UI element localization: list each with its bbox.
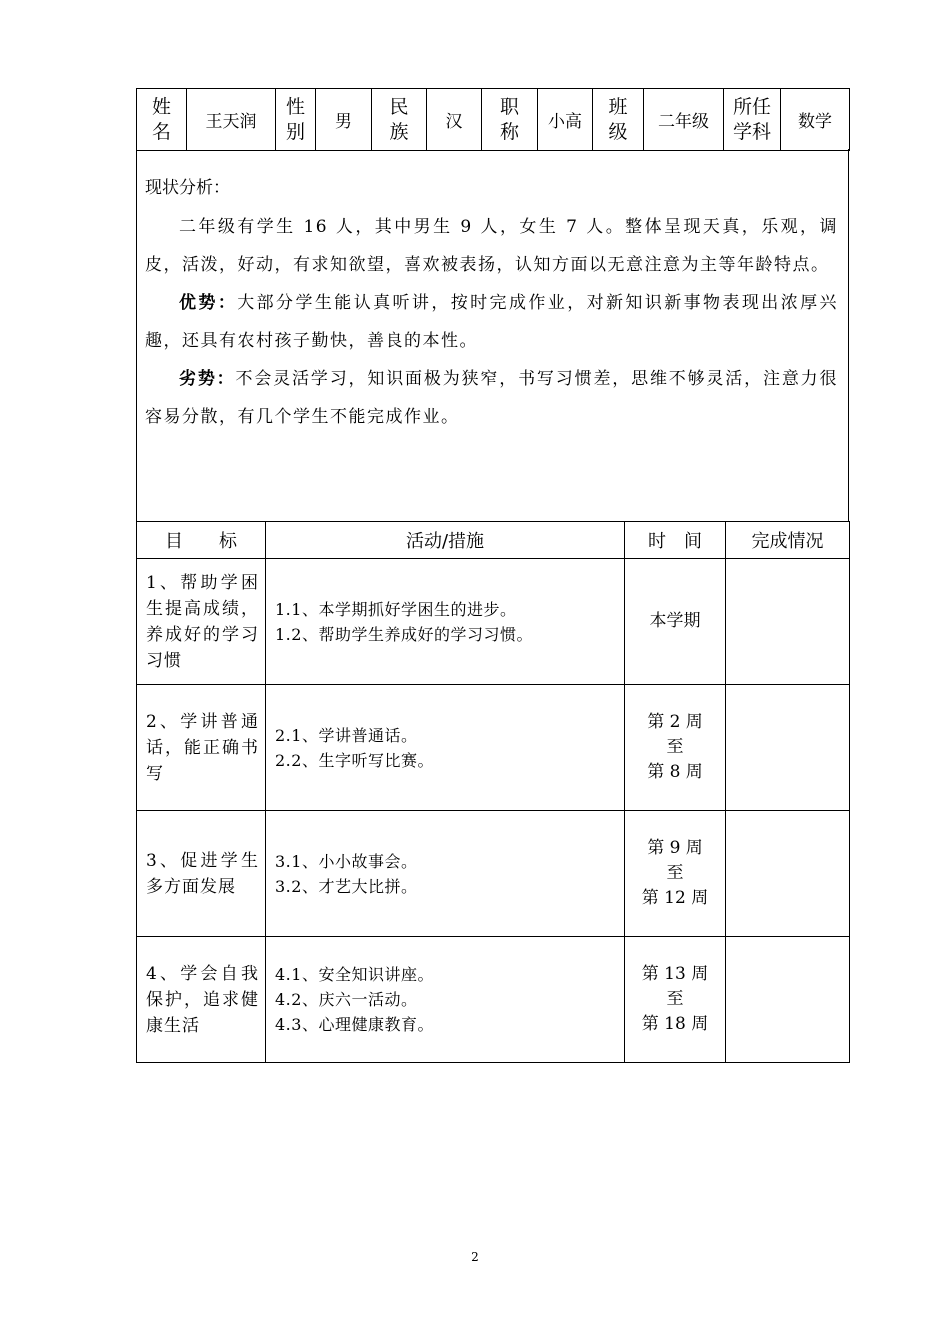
ethnicity-label: 民 族 xyxy=(372,89,427,151)
time-cell xyxy=(625,559,726,685)
goal-header: 目 标 xyxy=(137,522,266,559)
activity-cell xyxy=(266,937,625,1063)
activity-header: 活动/措施 xyxy=(266,522,625,559)
goal-cell: 1、帮助学困生提高成绩，养成好的学习习惯 xyxy=(137,559,266,685)
activity-item: 2.1、学讲普通话。 xyxy=(275,725,418,745)
time-line: 第 12 周 xyxy=(641,888,709,908)
gender-value: 男 xyxy=(316,89,372,151)
activity-item: 1.1、本学期抓好学困生的进步。 xyxy=(275,599,517,619)
time-cell xyxy=(625,685,726,811)
completion-cell xyxy=(726,559,850,685)
ethnicity-value: 汉 xyxy=(427,89,482,151)
analysis-weaknesses xyxy=(145,360,838,436)
plan-row xyxy=(137,685,850,811)
analysis-overview: 二年级有学生 16 人，其中男生 9 人，女生 7 人。整体呈现天真，乐观，调皮，活泼，好动，有求知欲望，喜欢被表扬，认知方面以无意注意为主等年龄特点。 xyxy=(145,217,838,275)
time-line: 第 18 周 xyxy=(641,1014,709,1034)
time-line: 第 9 周 xyxy=(647,838,703,858)
strengths-text: 大部分学生能认真听讲，按时完成作业，对新知识新事物表现出浓厚兴趣，还具有农村孩子勤快，善良的本性。 xyxy=(145,293,839,351)
goal-cell: 4、学会自我保护，追求健康生活 xyxy=(137,937,266,1063)
time-header: 时 间 xyxy=(625,522,726,559)
activity-item: 1.2、帮助学生养成好的学习习惯。 xyxy=(275,624,533,644)
gender-label: 性 别 xyxy=(276,89,316,151)
activity-cell xyxy=(266,685,625,811)
plan-table xyxy=(136,521,850,1063)
completion-cell xyxy=(726,811,850,937)
teacher-info-table xyxy=(136,88,850,151)
completion-header: 完成情况 xyxy=(726,522,850,559)
analysis-strengths xyxy=(145,284,838,360)
time-cell xyxy=(625,811,726,937)
page-number: 2 xyxy=(471,1250,479,1264)
class-label: 班 级 xyxy=(593,89,644,151)
title-label: 职 称 xyxy=(482,89,538,151)
goal-cell: 2、学讲普通话，能正确书写 xyxy=(137,685,266,811)
time-line: 第 2 周 xyxy=(647,712,703,732)
subject-label: 所任 学科 xyxy=(724,89,781,151)
weaknesses-label: 劣势： xyxy=(179,369,236,389)
time-line: 至 xyxy=(666,863,684,883)
name-label: 姓 名 xyxy=(137,89,187,151)
goal-cell: 3、促进学生多方面发展 xyxy=(137,811,266,937)
time-line: 第 13 周 xyxy=(641,964,709,984)
time-line: 至 xyxy=(666,989,684,1009)
completion-cell xyxy=(726,937,850,1063)
class-value: 二年级 xyxy=(644,89,724,151)
time-line: 第 8 周 xyxy=(647,762,703,782)
activity-item: 2.2、生字听写比赛。 xyxy=(275,750,434,770)
name-value: 王天润 xyxy=(187,89,276,151)
time-line: 本学期 xyxy=(649,611,701,631)
activity-cell xyxy=(266,559,625,685)
status-analysis-section xyxy=(136,149,849,521)
completion-cell xyxy=(726,685,850,811)
weaknesses-text: 不会灵活学习，知识面极为狭窄，书写习惯差，思维不够灵活，注意力很容易分散，有几个学生不能完成作业。 xyxy=(145,369,838,427)
analysis-heading: 现状分析： xyxy=(145,178,230,198)
plan-row xyxy=(137,559,850,685)
activity-item: 4.2、庆六一活动。 xyxy=(275,990,418,1009)
time-cell xyxy=(625,937,726,1063)
activity-item: 3.1、小小故事会。 xyxy=(275,851,418,871)
activity-cell xyxy=(266,811,625,937)
time-line: 至 xyxy=(666,737,684,757)
plan-row xyxy=(137,811,850,937)
subject-value: 数学 xyxy=(781,89,850,151)
title-value: 小高 xyxy=(538,89,593,151)
activity-item: 3.2、才艺大比拼。 xyxy=(275,876,418,896)
plan-row xyxy=(137,937,850,1063)
strengths-label: 优势： xyxy=(179,293,238,313)
activity-item: 4.3、心理健康教育。 xyxy=(275,1015,434,1034)
activity-item: 4.1、安全知识讲座。 xyxy=(275,965,434,984)
plan-header-row xyxy=(137,522,850,559)
